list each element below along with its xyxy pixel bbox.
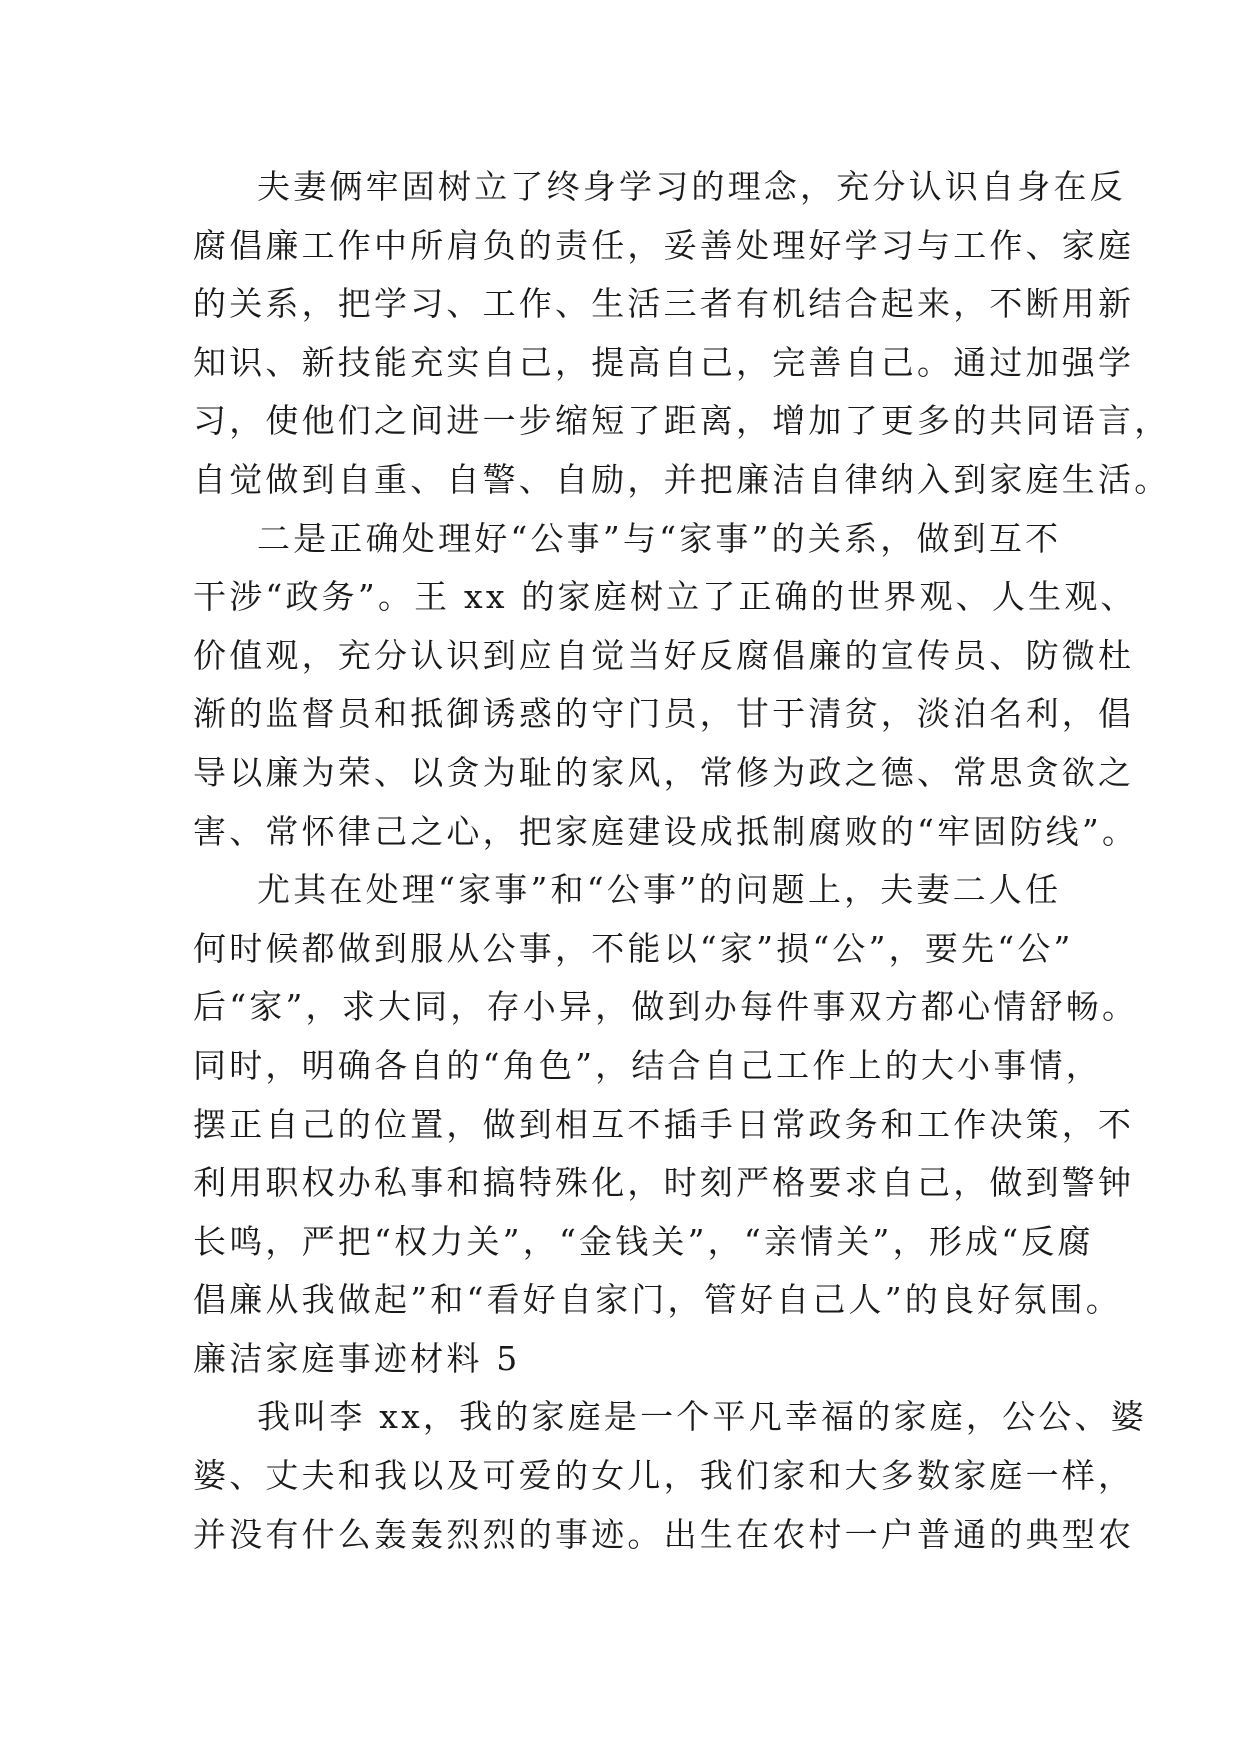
paragraph-3-line-2: 何时候都做到服从公事，不能以“家”损“公”，要先“公” xyxy=(193,928,1074,968)
paragraph-3-line-3: 后“家”，求大同，存小异，做到办每件事双方都心情舒畅。 xyxy=(193,987,1139,1027)
paragraph-1-line-1: 夫妻俩牢固树立了终身学习的理念，充分认识自身在反 xyxy=(257,167,1126,206)
paragraph-3-line-1: 尤其在处理“家事”和“公事”的问题上，夫妻二人任 xyxy=(257,870,1062,910)
paragraph-1-line-6: 自觉做到自重、自警、自励，并把廉洁自律纳入到家庭生活。 xyxy=(193,459,1171,499)
paragraph-2-line-3: 价值观，充分认识到应自觉当好反腐倡廉的宣传员、防微杜 xyxy=(193,635,1135,675)
paragraph-3-line-6: 利用职权办私事和搞特殊化，时刻严格要求自己，做到警钟 xyxy=(193,1163,1135,1203)
paragraph-3-line-8: 倡廉从我做起”和“看好自家门，管好自己人”的良好氛围。 xyxy=(193,1280,1123,1320)
paragraph-4-line-1: 我叫李 xx，我的家庭是一个平凡幸福的家庭，公公、婆 xyxy=(257,1397,1147,1437)
document-body xyxy=(193,158,1171,1564)
paragraph-3-line-4: 同时，明确各自的“角色”，结合自己工作上的大小事情， xyxy=(193,1045,1102,1085)
paragraph-2-line-1: 二是正确处理好“公事”与“家事”的关系，做到互不 xyxy=(257,518,1062,558)
paragraph-1-line-2: 腐倡廉工作中所肩负的责任，妥善处理好学习与工作、家庭 xyxy=(193,225,1135,265)
paragraph-2-line-2: 干涉“政务”。王 xx 的家庭树立了正确的世界观、人生观、 xyxy=(193,577,1137,617)
paragraph-3-line-7: 长鸣，严把“权力关”，“金钱关”，“亲情关”，形成“反腐 xyxy=(193,1221,1094,1261)
paragraph-1-line-4: 知识、新技能充实自己，提高自己，完善自己。通过加强学 xyxy=(193,342,1135,382)
paragraph-1-line-5: 习，使他们之间进一步缩短了距离，增加了更多的共同语言， xyxy=(193,401,1171,441)
paragraph-3-line-5: 摆正自己的位置，做到相互不插手日常政务和工作决策，不 xyxy=(193,1104,1135,1144)
paragraph-2-line-6: 害、常怀律己之心，把家庭建设成抵制腐败的“牢固防线”。 xyxy=(193,811,1139,851)
paragraph-4-line-2: 婆、丈夫和我以及可爱的女儿，我们家和大多数家庭一样， xyxy=(193,1456,1135,1496)
paragraph-4-line-3: 并没有什么轰轰烈烈的事迹。出生在农村一户普通的典型农 xyxy=(193,1514,1135,1554)
paragraph-1-line-3: 的关系，把学习、工作、生活三者有机结合起来，不断用新 xyxy=(193,284,1135,324)
paragraph-2-line-4: 渐的监督员和抵御诱惑的守门员，甘于清贫，淡泊名利，倡 xyxy=(193,694,1135,734)
section-heading: 廉洁家庭事迹材料 5 xyxy=(193,1338,521,1378)
paragraph-2-line-5: 导以廉为荣、以贪为耻的家风，常修为政之德、常思贪欲之 xyxy=(193,752,1135,792)
